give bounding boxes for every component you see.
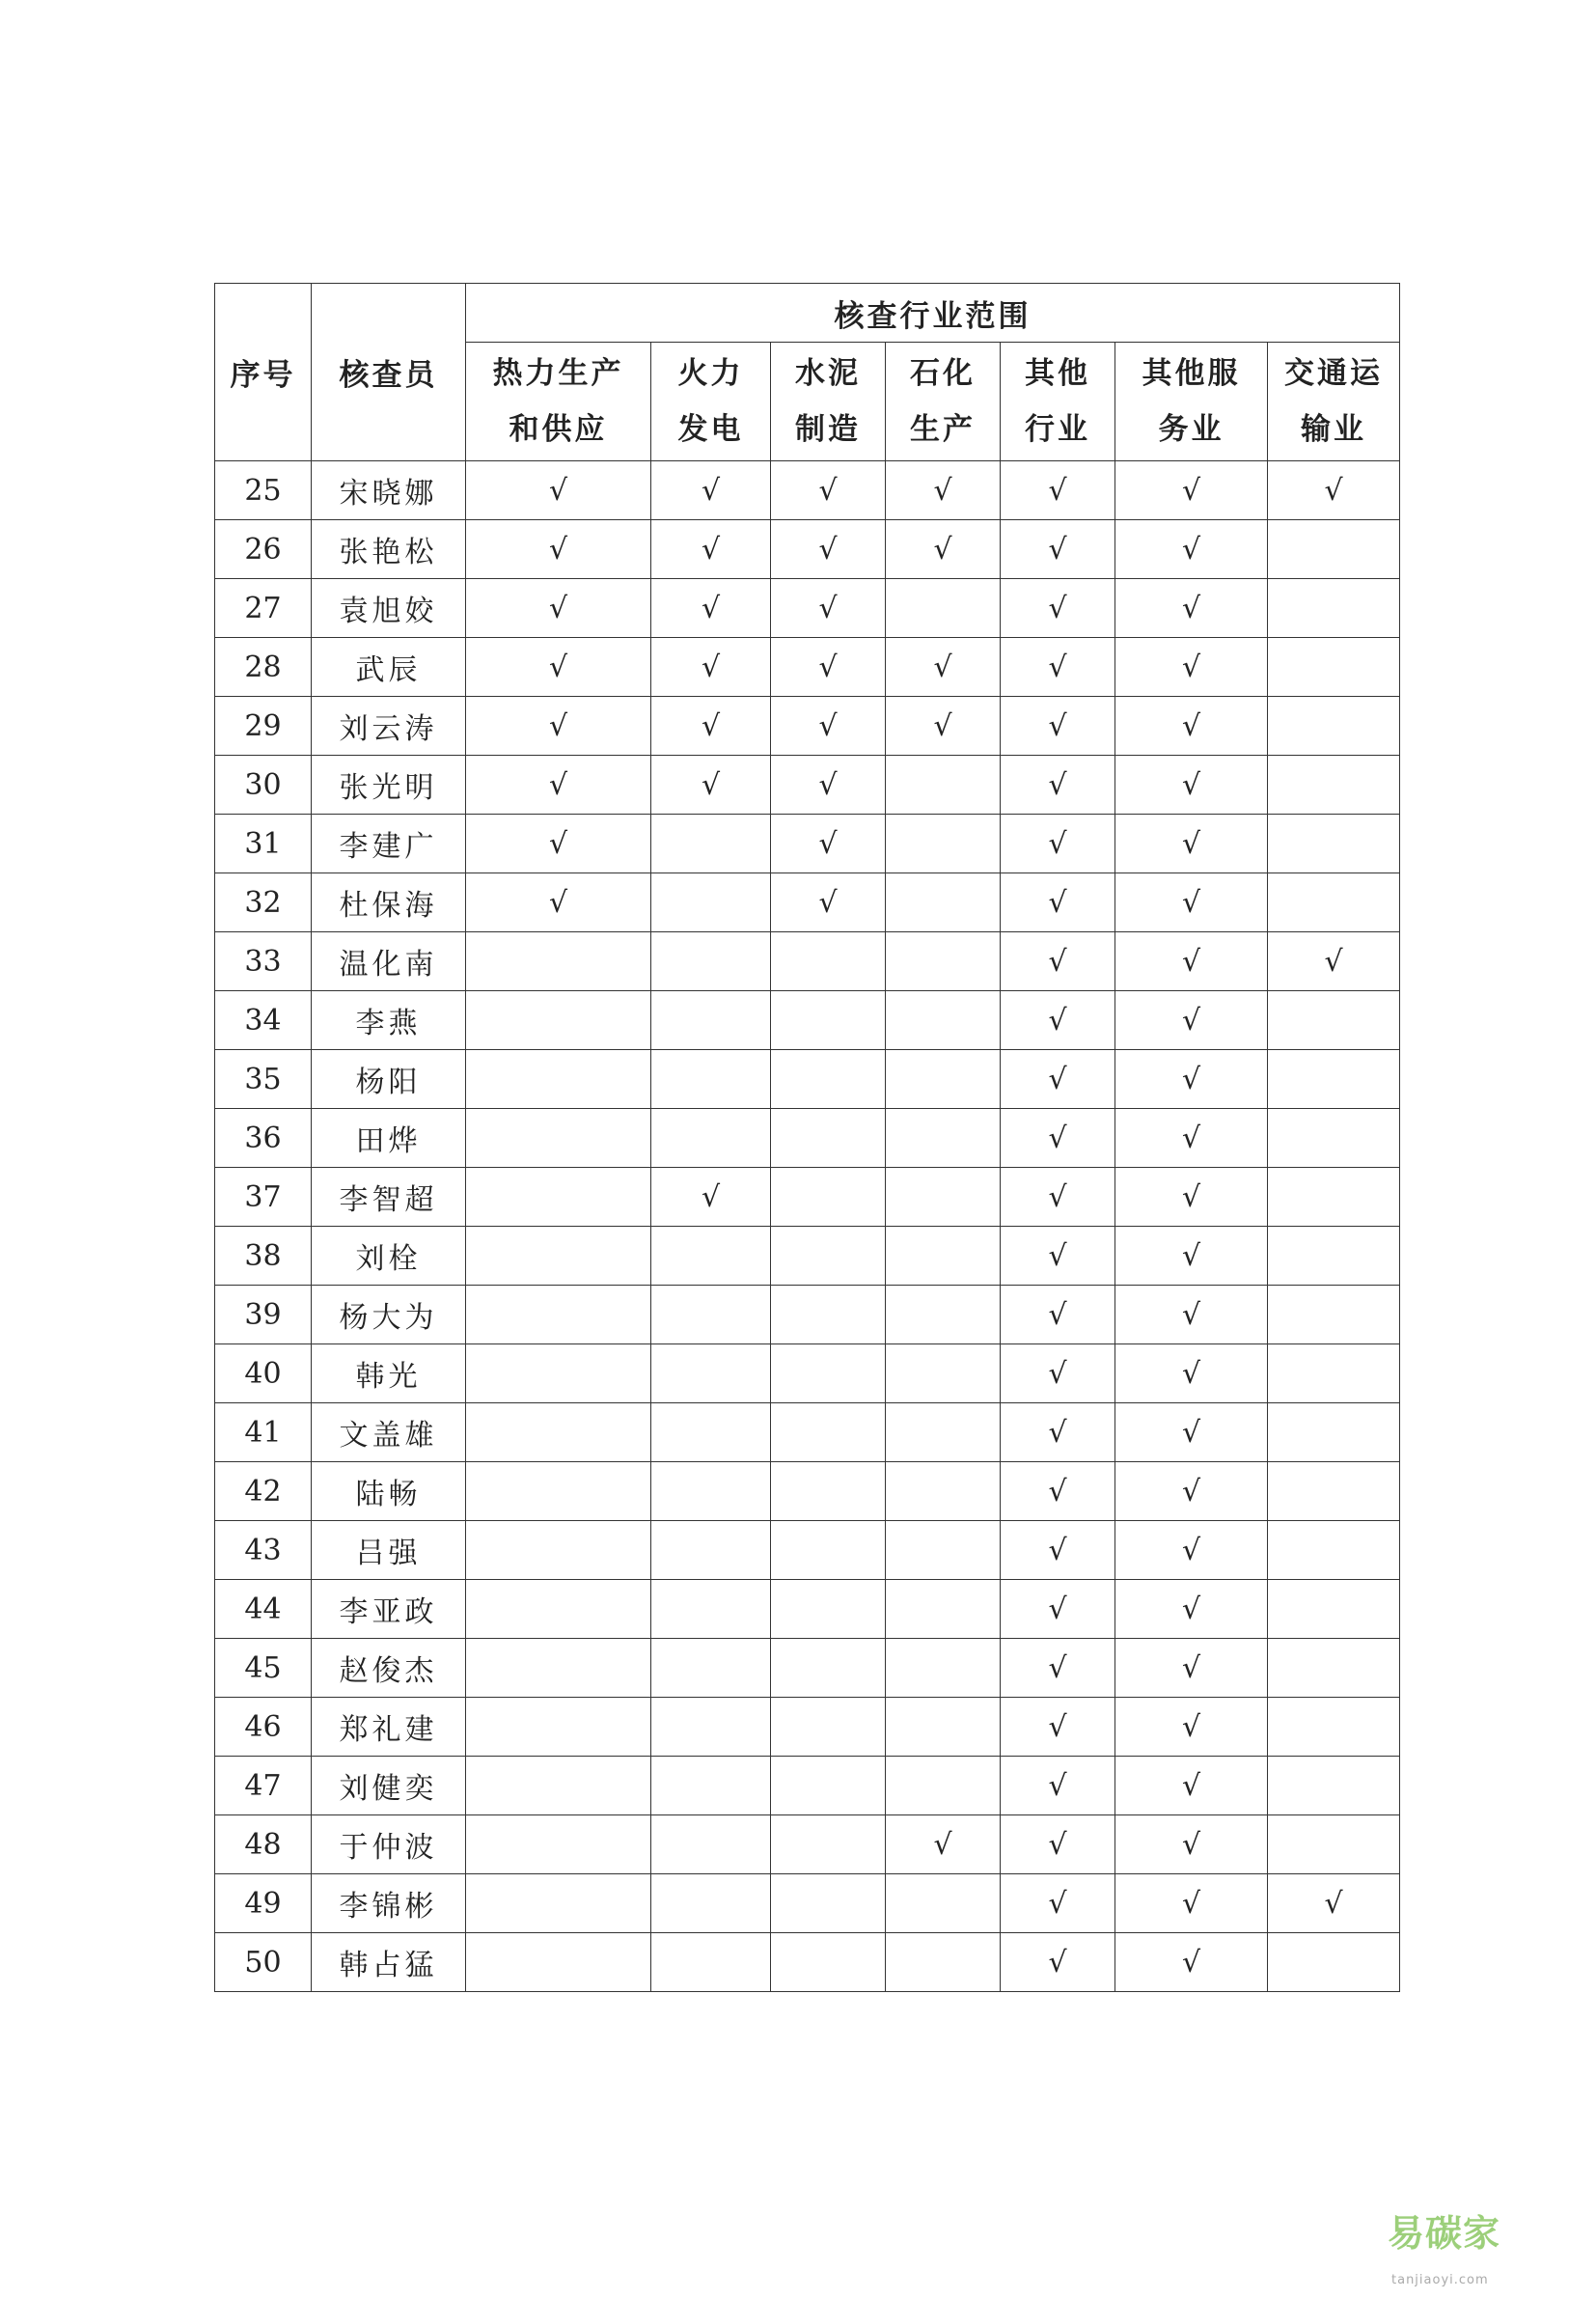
empty-cell xyxy=(886,1403,1001,1462)
empty-cell xyxy=(1268,1050,1400,1109)
check-mark: √ xyxy=(1001,1874,1115,1933)
check-mark: √ xyxy=(1115,873,1268,932)
row-number: 41 xyxy=(215,1403,312,1462)
inspector-name: 李智超 xyxy=(312,1168,466,1227)
check-mark: √ xyxy=(1268,461,1400,520)
empty-cell xyxy=(886,1286,1001,1344)
empty-cell xyxy=(886,1757,1001,1815)
header-industry-line: 交通运 xyxy=(1284,356,1384,391)
inspector-name: 郑礼建 xyxy=(312,1698,466,1757)
empty-cell xyxy=(1268,991,1400,1050)
table-row xyxy=(215,461,1400,520)
check-mark: √ xyxy=(466,520,651,579)
table-row xyxy=(215,1815,1400,1874)
header-industry-line: 热力生产 xyxy=(492,356,624,391)
inspector-name: 陆畅 xyxy=(312,1462,466,1521)
row-number: 36 xyxy=(215,1109,312,1168)
check-mark: √ xyxy=(466,579,651,638)
empty-cell xyxy=(1268,1580,1400,1639)
check-mark: √ xyxy=(886,1815,1001,1874)
empty-cell xyxy=(1268,1521,1400,1580)
row-number: 39 xyxy=(215,1286,312,1344)
empty-cell xyxy=(886,1874,1001,1933)
empty-cell xyxy=(771,1580,886,1639)
table-row xyxy=(215,1403,1400,1462)
empty-cell xyxy=(466,1639,651,1698)
empty-cell xyxy=(1268,1462,1400,1521)
empty-cell xyxy=(1268,1286,1400,1344)
inspector-name: 李建广 xyxy=(312,815,466,873)
check-mark: √ xyxy=(771,815,886,873)
empty-cell xyxy=(651,1580,771,1639)
empty-cell xyxy=(1268,1344,1400,1403)
table-body xyxy=(215,461,1400,1992)
table-row xyxy=(215,1698,1400,1757)
empty-cell xyxy=(651,991,771,1050)
check-mark: √ xyxy=(1001,932,1115,991)
empty-cell xyxy=(1268,697,1400,756)
header-industry-5 xyxy=(1115,343,1268,461)
row-number: 43 xyxy=(215,1521,312,1580)
check-mark: √ xyxy=(651,638,771,697)
empty-cell xyxy=(466,1344,651,1403)
check-mark: √ xyxy=(1001,1227,1115,1286)
empty-cell xyxy=(651,1698,771,1757)
empty-cell xyxy=(651,1933,771,1992)
empty-cell xyxy=(651,1403,771,1462)
check-mark: √ xyxy=(1001,1403,1115,1462)
header-industry-line: 其他服 xyxy=(1142,356,1241,391)
inspector-name: 李亚政 xyxy=(312,1580,466,1639)
check-mark: √ xyxy=(1001,1757,1115,1815)
empty-cell xyxy=(466,1286,651,1344)
inspector-name: 杨大为 xyxy=(312,1286,466,1344)
check-mark: √ xyxy=(771,873,886,932)
check-mark: √ xyxy=(771,756,886,815)
table-row xyxy=(215,579,1400,638)
empty-cell xyxy=(1268,1227,1400,1286)
row-number: 47 xyxy=(215,1757,312,1815)
inspector-name: 韩光 xyxy=(312,1344,466,1403)
check-mark: √ xyxy=(651,756,771,815)
table-row xyxy=(215,1462,1400,1521)
header-industry-0 xyxy=(466,343,651,461)
check-mark: √ xyxy=(1115,991,1268,1050)
empty-cell xyxy=(1268,1757,1400,1815)
inspector-name: 温化南 xyxy=(312,932,466,991)
check-mark: √ xyxy=(1001,756,1115,815)
table-row xyxy=(215,873,1400,932)
table-row xyxy=(215,1168,1400,1227)
empty-cell xyxy=(651,1815,771,1874)
check-mark: √ xyxy=(886,638,1001,697)
empty-cell xyxy=(1268,1109,1400,1168)
check-mark: √ xyxy=(1115,1050,1268,1109)
table-row xyxy=(215,1757,1400,1815)
empty-cell xyxy=(651,1874,771,1933)
empty-cell xyxy=(886,579,1001,638)
row-number: 35 xyxy=(215,1050,312,1109)
empty-cell xyxy=(651,1286,771,1344)
check-mark: √ xyxy=(466,815,651,873)
empty-cell xyxy=(466,1403,651,1462)
row-number: 27 xyxy=(215,579,312,638)
empty-cell xyxy=(886,932,1001,991)
check-mark: √ xyxy=(466,756,651,815)
table-row xyxy=(215,1227,1400,1286)
empty-cell xyxy=(771,1698,886,1757)
check-mark: √ xyxy=(1115,461,1268,520)
inspector-name: 刘云涛 xyxy=(312,697,466,756)
check-mark: √ xyxy=(1001,1344,1115,1403)
check-mark: √ xyxy=(1115,1403,1268,1462)
row-number: 33 xyxy=(215,932,312,991)
empty-cell xyxy=(1268,1168,1400,1227)
empty-cell xyxy=(1268,1815,1400,1874)
empty-cell xyxy=(1268,579,1400,638)
inspector-name: 杨阳 xyxy=(312,1050,466,1109)
empty-cell xyxy=(771,1403,886,1462)
empty-cell xyxy=(771,1757,886,1815)
empty-cell xyxy=(651,1227,771,1286)
check-mark: √ xyxy=(1001,461,1115,520)
empty-cell xyxy=(886,1227,1001,1286)
check-mark: √ xyxy=(1115,1344,1268,1403)
check-mark: √ xyxy=(1115,932,1268,991)
check-mark: √ xyxy=(1115,1874,1268,1933)
check-mark: √ xyxy=(1001,991,1115,1050)
empty-cell xyxy=(886,1698,1001,1757)
inspector-name: 于仲波 xyxy=(312,1815,466,1874)
check-mark: √ xyxy=(771,697,886,756)
row-number: 46 xyxy=(215,1698,312,1757)
check-mark: √ xyxy=(1001,1580,1115,1639)
row-number: 44 xyxy=(215,1580,312,1639)
check-mark: √ xyxy=(1115,1286,1268,1344)
header-industry-line: 石化 xyxy=(910,356,976,391)
check-mark: √ xyxy=(1115,1109,1268,1168)
row-number: 30 xyxy=(215,756,312,815)
table-row xyxy=(215,1286,1400,1344)
empty-cell xyxy=(771,1874,886,1933)
empty-cell xyxy=(886,1344,1001,1403)
empty-cell xyxy=(466,1580,651,1639)
empty-cell xyxy=(466,1109,651,1168)
table-row xyxy=(215,1933,1400,1992)
empty-cell xyxy=(466,1698,651,1757)
table-row xyxy=(215,1580,1400,1639)
row-number: 28 xyxy=(215,638,312,697)
check-mark: √ xyxy=(1115,756,1268,815)
inspector-name: 宋晓娜 xyxy=(312,461,466,520)
row-number: 40 xyxy=(215,1344,312,1403)
empty-cell xyxy=(886,1580,1001,1639)
empty-cell xyxy=(651,815,771,873)
check-mark: √ xyxy=(1115,1580,1268,1639)
table-row xyxy=(215,1521,1400,1580)
empty-cell xyxy=(771,991,886,1050)
check-mark: √ xyxy=(1001,1462,1115,1521)
check-mark: √ xyxy=(1115,520,1268,579)
empty-cell xyxy=(771,1639,886,1698)
check-mark: √ xyxy=(1001,520,1115,579)
empty-cell xyxy=(886,873,1001,932)
empty-cell xyxy=(466,1521,651,1580)
empty-cell xyxy=(771,1521,886,1580)
table-row xyxy=(215,1639,1400,1698)
check-mark: √ xyxy=(1115,815,1268,873)
check-mark: √ xyxy=(1001,1815,1115,1874)
row-number: 31 xyxy=(215,815,312,873)
inspector-name: 韩占猛 xyxy=(312,1933,466,1992)
check-mark: √ xyxy=(1001,1109,1115,1168)
check-mark: √ xyxy=(1001,815,1115,873)
empty-cell xyxy=(771,1109,886,1168)
table-header xyxy=(215,284,1400,461)
table-row xyxy=(215,1344,1400,1403)
inspector-industry-table xyxy=(214,283,1400,1992)
check-mark: √ xyxy=(1001,1050,1115,1109)
row-number: 48 xyxy=(215,1815,312,1874)
table-row xyxy=(215,1109,1400,1168)
empty-cell xyxy=(771,1815,886,1874)
check-mark: √ xyxy=(1115,638,1268,697)
check-mark: √ xyxy=(1115,697,1268,756)
check-mark: √ xyxy=(1115,1639,1268,1698)
empty-cell xyxy=(651,1109,771,1168)
empty-cell xyxy=(466,1757,651,1815)
header-industry-line: 输业 xyxy=(1301,412,1367,447)
check-mark: √ xyxy=(1268,1874,1400,1933)
inspector-name: 武辰 xyxy=(312,638,466,697)
empty-cell xyxy=(771,1933,886,1992)
check-mark: √ xyxy=(1001,1521,1115,1580)
empty-cell xyxy=(466,1874,651,1933)
inspector-name: 李燕 xyxy=(312,991,466,1050)
inspector-name: 袁旭姣 xyxy=(312,579,466,638)
empty-cell xyxy=(771,1462,886,1521)
header-industry-line: 制造 xyxy=(795,412,861,447)
empty-cell xyxy=(651,1521,771,1580)
header-industry-2 xyxy=(771,343,886,461)
row-number: 34 xyxy=(215,991,312,1050)
empty-cell xyxy=(651,1639,771,1698)
check-mark: √ xyxy=(886,697,1001,756)
check-mark: √ xyxy=(466,873,651,932)
empty-cell xyxy=(886,756,1001,815)
table-row xyxy=(215,756,1400,815)
check-mark: √ xyxy=(1268,932,1400,991)
inspector-name: 文盖雄 xyxy=(312,1403,466,1462)
watermark-logo: 易碳家tanjiaoyi.com xyxy=(1388,2212,1501,2287)
header-industry-line: 和供应 xyxy=(509,412,608,447)
check-mark: √ xyxy=(1115,1815,1268,1874)
empty-cell xyxy=(886,1521,1001,1580)
check-mark: √ xyxy=(1115,1933,1268,1992)
empty-cell xyxy=(466,1050,651,1109)
check-mark: √ xyxy=(771,638,886,697)
empty-cell xyxy=(1268,1639,1400,1698)
check-mark: √ xyxy=(1115,1462,1268,1521)
empty-cell xyxy=(1268,756,1400,815)
inspector-name: 吕强 xyxy=(312,1521,466,1580)
empty-cell xyxy=(466,1815,651,1874)
empty-cell xyxy=(466,1462,651,1521)
check-mark: √ xyxy=(1001,1933,1115,1992)
empty-cell xyxy=(1268,638,1400,697)
inspector-name: 田烨 xyxy=(312,1109,466,1168)
empty-cell xyxy=(1268,815,1400,873)
row-number: 42 xyxy=(215,1462,312,1521)
check-mark: √ xyxy=(1115,1757,1268,1815)
header-industry-line: 行业 xyxy=(1025,412,1090,447)
row-number: 25 xyxy=(215,461,312,520)
row-number: 32 xyxy=(215,873,312,932)
check-mark: √ xyxy=(466,638,651,697)
check-mark: √ xyxy=(771,579,886,638)
empty-cell xyxy=(651,1050,771,1109)
check-mark: √ xyxy=(651,520,771,579)
inspector-name: 赵俊杰 xyxy=(312,1639,466,1698)
table-row xyxy=(215,697,1400,756)
inspector-name: 刘栓 xyxy=(312,1227,466,1286)
inspector-name: 张光明 xyxy=(312,756,466,815)
empty-cell xyxy=(651,873,771,932)
empty-cell xyxy=(771,1050,886,1109)
check-mark: √ xyxy=(771,520,886,579)
header-industry-3 xyxy=(886,343,1001,461)
empty-cell xyxy=(1268,1403,1400,1462)
row-number: 49 xyxy=(215,1874,312,1933)
check-mark: √ xyxy=(651,461,771,520)
table-row xyxy=(215,520,1400,579)
table-row xyxy=(215,1874,1400,1933)
check-mark: √ xyxy=(651,697,771,756)
inspector-name: 张艳松 xyxy=(312,520,466,579)
empty-cell xyxy=(886,815,1001,873)
empty-cell xyxy=(651,1344,771,1403)
header-industry-line: 生产 xyxy=(910,412,976,447)
empty-cell xyxy=(466,932,651,991)
row-number: 29 xyxy=(215,697,312,756)
header-inspector: 核查员 xyxy=(312,284,466,461)
table-row xyxy=(215,638,1400,697)
empty-cell xyxy=(466,991,651,1050)
table-row xyxy=(215,815,1400,873)
header-industry-line: 水泥 xyxy=(795,356,861,391)
header-industry-line: 其他 xyxy=(1025,356,1090,391)
header-seq: 序号 xyxy=(215,284,312,461)
header-industry-line: 发电 xyxy=(677,412,744,447)
check-mark: √ xyxy=(1115,1698,1268,1757)
empty-cell xyxy=(1268,1698,1400,1757)
check-mark: √ xyxy=(1001,1639,1115,1698)
check-mark: √ xyxy=(1115,1521,1268,1580)
table-row xyxy=(215,1050,1400,1109)
inspector-name: 杜保海 xyxy=(312,873,466,932)
empty-cell xyxy=(886,991,1001,1050)
check-mark: √ xyxy=(651,579,771,638)
header-scope: 核查行业范围 xyxy=(466,284,1400,343)
empty-cell xyxy=(466,1933,651,1992)
table-row xyxy=(215,991,1400,1050)
check-mark: √ xyxy=(466,697,651,756)
empty-cell xyxy=(651,1462,771,1521)
empty-cell xyxy=(886,1168,1001,1227)
header-industry-1 xyxy=(651,343,771,461)
check-mark: √ xyxy=(1001,1698,1115,1757)
header-industry-4 xyxy=(1001,343,1115,461)
check-mark: √ xyxy=(651,1168,771,1227)
empty-cell xyxy=(886,1462,1001,1521)
check-mark: √ xyxy=(1115,1168,1268,1227)
check-mark: √ xyxy=(771,461,886,520)
empty-cell xyxy=(886,1109,1001,1168)
inspector-name: 李锦彬 xyxy=(312,1874,466,1933)
check-mark: √ xyxy=(466,461,651,520)
inspector-name: 刘健奕 xyxy=(312,1757,466,1815)
empty-cell xyxy=(1268,873,1400,932)
row-number: 37 xyxy=(215,1168,312,1227)
check-mark: √ xyxy=(886,520,1001,579)
empty-cell xyxy=(771,1286,886,1344)
check-mark: √ xyxy=(1115,1227,1268,1286)
header-industry-line: 火力 xyxy=(677,356,744,391)
row-number: 45 xyxy=(215,1639,312,1698)
table-row xyxy=(215,932,1400,991)
row-number: 26 xyxy=(215,520,312,579)
empty-cell xyxy=(886,1639,1001,1698)
header-industry-line: 务业 xyxy=(1158,412,1225,447)
check-mark: √ xyxy=(1001,1286,1115,1344)
check-mark: √ xyxy=(1001,579,1115,638)
empty-cell xyxy=(1268,1933,1400,1992)
empty-cell xyxy=(651,1757,771,1815)
empty-cell xyxy=(466,1227,651,1286)
check-mark: √ xyxy=(1001,638,1115,697)
header-industry-6 xyxy=(1268,343,1400,461)
check-mark: √ xyxy=(1001,697,1115,756)
empty-cell xyxy=(771,932,886,991)
check-mark: √ xyxy=(1001,1168,1115,1227)
row-number: 38 xyxy=(215,1227,312,1286)
check-mark: √ xyxy=(886,461,1001,520)
empty-cell xyxy=(651,932,771,991)
empty-cell xyxy=(771,1344,886,1403)
empty-cell xyxy=(771,1168,886,1227)
check-mark: √ xyxy=(1115,579,1268,638)
check-mark: √ xyxy=(1001,873,1115,932)
empty-cell xyxy=(886,1050,1001,1109)
empty-cell xyxy=(1268,520,1400,579)
empty-cell xyxy=(886,1933,1001,1992)
empty-cell xyxy=(771,1227,886,1286)
row-number: 50 xyxy=(215,1933,312,1992)
empty-cell xyxy=(466,1168,651,1227)
